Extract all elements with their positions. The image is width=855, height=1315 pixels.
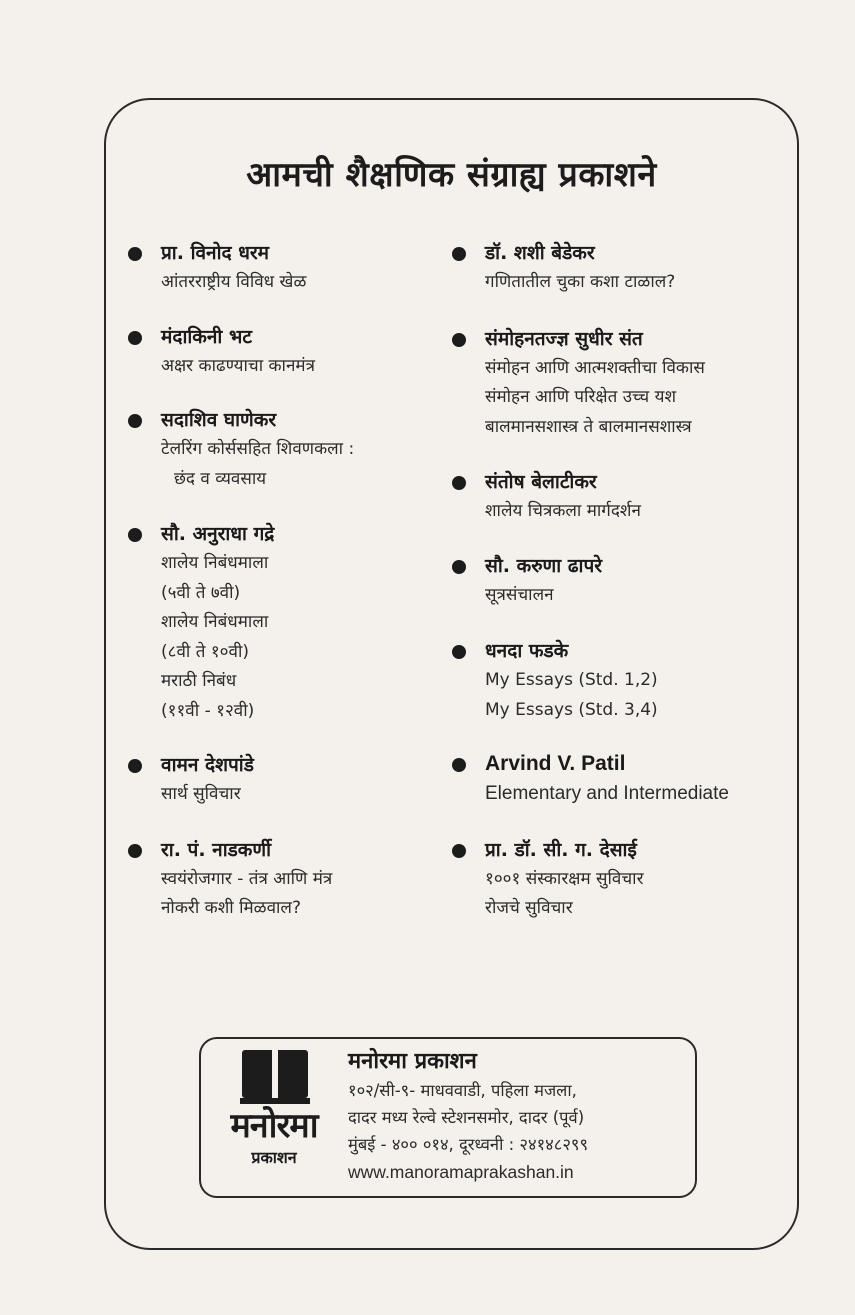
book-title: आंतरराष्ट्रीय विविध खेळ — [161, 272, 307, 292]
author-name: संमोहनतज्ज्ञ सुधीर संत — [485, 327, 643, 350]
author-entry — [452, 835, 792, 924]
book-title: सूत्रसंचालन — [485, 584, 554, 605]
publisher-name: मनोरमा प्रकाशन — [348, 1049, 477, 1074]
publisher-address-line-3: मुंबई - ४०० ०१४, दूरध्वनी : २४१४८२९९ — [348, 1135, 589, 1154]
book-title: संमोहन आणि परिक्षेत उच्च यश — [485, 387, 677, 407]
author-entry — [128, 519, 428, 726]
book-title: संमोहन आणि आत्मशक्तीचा विकास — [485, 357, 705, 378]
book-title: My Essays (Std. 3,4) — [485, 699, 658, 720]
publisher-website[interactable]: www.manoramaprakashan.in — [348, 1162, 574, 1182]
author-name: रा. पं. नाडकर्णी — [161, 838, 272, 861]
logo-name: मनोरमा — [230, 1106, 318, 1146]
book-title: शालेय निबंधमाला — [161, 553, 269, 573]
author-entry — [452, 551, 792, 611]
book-title: (८वी ते १०वी) — [161, 641, 249, 662]
author-name: सौ. अनुराधा गद्रे — [161, 523, 275, 545]
author-entry — [128, 750, 428, 810]
author-name: सौ. करुणा ढापरे — [485, 554, 603, 577]
author-entry — [452, 749, 792, 809]
author-entry — [128, 405, 428, 494]
author-entry — [452, 467, 792, 527]
author-name: प्रा. डॉ. सी. ग. देसाई — [485, 838, 637, 861]
book-title: शालेय चित्रकला मार्गदर्शन — [485, 501, 641, 521]
book-title: मराठी निबंध — [161, 671, 237, 691]
author-entry — [128, 322, 428, 382]
author-name: Arvind V. Patil — [485, 752, 626, 775]
open-book-icon — [240, 1050, 310, 1106]
logo-subtitle: प्रकाशन — [251, 1148, 297, 1167]
author-entry — [128, 238, 428, 298]
left-column — [128, 238, 428, 924]
author-name: सदाशिव घाणेकर — [161, 409, 277, 431]
book-title: शालेय निबंधमाला — [161, 612, 269, 632]
author-name: डॉ. शशी बेडेकर — [485, 242, 595, 264]
book-title: रोजचे सुविचार — [485, 898, 573, 918]
author-entry — [128, 835, 428, 924]
book-title: टेलरिंग कोर्ससहित शिवणकला : — [161, 439, 355, 459]
author-name: वामन देशपांडे — [161, 754, 254, 776]
book-title: स्वयंरोजगार - तंत्र आणि मंत्र — [161, 868, 333, 889]
right-column — [452, 238, 792, 924]
book-title: My Essays (Std. 1,2) — [485, 670, 658, 690]
publisher-details — [348, 1047, 693, 1186]
author-name: धनदा फडके — [485, 640, 569, 662]
book-title: नोकरी कशी मिळवाल? — [161, 898, 301, 918]
book-title: छंद व व्यवसाय — [174, 468, 267, 489]
book-title: गणितातील चुका कशा टाळाल? — [485, 272, 676, 292]
author-name: संतोष बेलाटीकर — [485, 471, 597, 493]
book-title: (५वी ते ७वी) — [161, 582, 241, 603]
book-title: सार्थ सुविचार — [161, 784, 241, 804]
page-title: आमची शैक्षणिक संग्राह्य प्रकाशने — [246, 155, 657, 195]
book-title: Elementary and Intermediate — [485, 783, 729, 804]
author-name: मंदाकिनी भट — [161, 325, 252, 348]
book-title: १००१ संस्कारक्षम सुविचार — [485, 868, 644, 889]
author-entry — [452, 324, 792, 443]
publisher-address-line-2: दादर मध्य रेल्वे स्टेशनसमोर, दादर (पूर्व) — [348, 1108, 585, 1127]
book-title: बालमानसशास्त्र ते बालमानसशास्त्र — [485, 416, 692, 437]
author-entry — [452, 238, 792, 298]
author-entry — [452, 636, 792, 725]
publisher-address-line-1: १०२/सी-९- माधववाडी, पहिला मजला, — [348, 1081, 577, 1100]
publisher-logo — [210, 1048, 338, 1172]
book-title: अक्षर काढण्याचा कानमंत्र — [161, 355, 315, 376]
author-name: प्रा. विनोद धरम — [161, 242, 270, 264]
book-title: (११वी - १२वी) — [161, 700, 255, 721]
